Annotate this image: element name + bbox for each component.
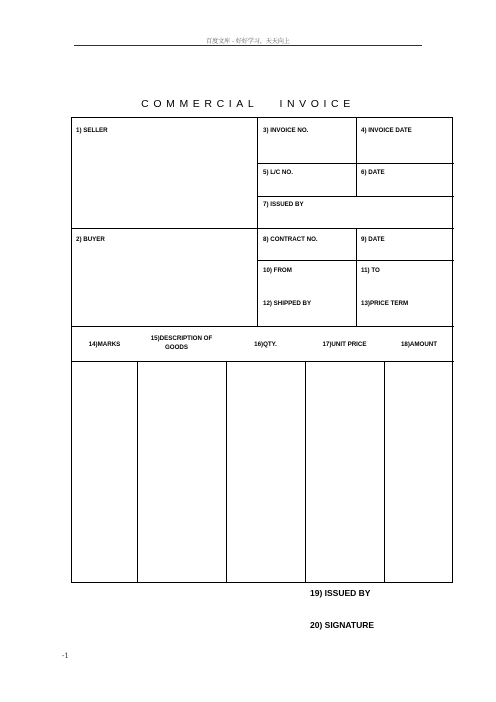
divider — [72, 361, 454, 362]
description-header-line1: 15)DESCRIPTION OF — [150, 335, 213, 342]
divider — [356, 118, 357, 196]
divider — [305, 361, 306, 583]
marks-column-header: 14)MARKS — [88, 341, 121, 348]
invoice-form — [71, 117, 453, 583]
invoice-no-label: 3) INVOICE NO. — [263, 127, 309, 134]
unit-price-column-header: 17)UNIT PRICE — [322, 341, 367, 348]
divider — [72, 228, 454, 229]
amount-column-header: 18)AMOUNT — [400, 341, 438, 348]
invoice-date-label: 4) INVOICE DATE — [361, 127, 412, 134]
description-column-header — [137, 334, 226, 352]
seller-label: 1) SELLER — [76, 127, 108, 134]
issued-by-7-label: 7) ISSUED BY — [263, 201, 304, 208]
qty-column-header: 16)QTY. — [254, 341, 277, 348]
divider — [226, 361, 227, 583]
to-label: 11) TO — [361, 267, 380, 274]
lc-no-label: 5) L/C NO. — [263, 169, 293, 176]
divider — [137, 361, 138, 583]
from-label: 10) FROM — [263, 267, 292, 274]
divider — [356, 228, 357, 326]
date-9-label: 9) DATE — [361, 236, 385, 243]
contract-no-label: 8) CONTRACT NO. — [263, 236, 318, 243]
header-divider — [74, 45, 422, 46]
description-header-line2: GOODS — [164, 344, 189, 351]
divider — [384, 361, 385, 583]
divider — [72, 326, 454, 327]
divider — [257, 196, 454, 197]
issued-by-footer: 19) ISSUED BY — [310, 588, 371, 598]
page-number: -1 — [62, 652, 69, 660]
buyer-label: 2) BUYER — [76, 236, 105, 243]
price-term-label: 13)PRICE TERM — [361, 300, 409, 307]
divider — [257, 118, 258, 326]
page-header-text: 百度文库 - 好好学习，天天向上 — [206, 38, 290, 45]
date-6-label: 6) DATE — [361, 169, 385, 176]
document-title: COMMERCIAL INVOICE — [141, 98, 355, 110]
signature-footer: 20) SIGNATURE — [310, 620, 375, 630]
shipped-by-label: 12) SHIPPED BY — [263, 300, 312, 307]
